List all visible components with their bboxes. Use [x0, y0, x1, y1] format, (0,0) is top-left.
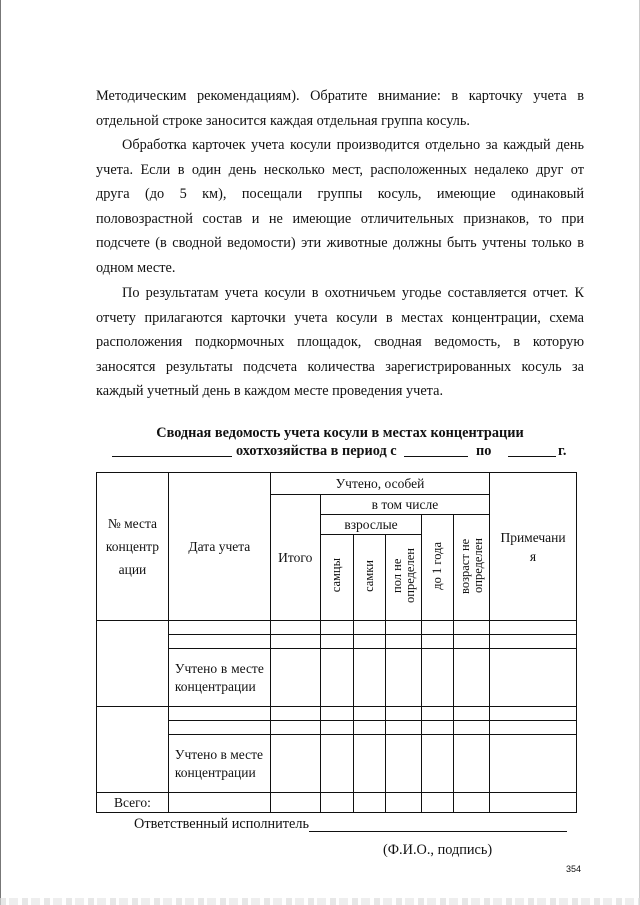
text-line: Обработка карточек учета косули производится отдельно за каждый день — [122, 137, 584, 153]
text-line: учета. Если в один день несколько мест, расположенных недалеко друг от — [96, 161, 584, 178]
date-to-blank — [508, 456, 556, 457]
header-sex-unknown: пол не определен — [386, 535, 422, 621]
header-date: Дата учета — [168, 473, 270, 621]
date-from-blank — [404, 456, 468, 457]
text-line: заносятся результаты подсчета количества зарегистрированных косуль за — [96, 358, 584, 375]
header-females: самки — [353, 535, 386, 621]
paragraph-3 — [96, 281, 584, 404]
text-line: расположения подкормочных площадок, сводная ведомость, в которую — [96, 334, 584, 351]
header-age-unknown: возраст не определен — [454, 515, 490, 621]
header-counted: Учтено, особей — [270, 473, 489, 495]
text-line: подсчете (в сводной ведомости) эти животные должны быть учтены только в — [96, 235, 584, 252]
to-label: по — [476, 443, 492, 459]
total-row — [97, 793, 577, 813]
table-row — [97, 649, 577, 707]
table-row — [97, 707, 577, 721]
scan-edge — [0, 898, 640, 905]
header-under1: до 1 года — [422, 515, 454, 621]
header-notes: Примечани я — [490, 473, 577, 621]
table-row — [97, 735, 577, 793]
table-row — [97, 621, 577, 635]
row-label: Учтено в месте концентрации — [168, 735, 270, 793]
table-row — [97, 721, 577, 735]
paragraph-2 — [96, 133, 584, 281]
text-line: По результатам учета косули в охотничьем угодье составляется отчет. К — [122, 285, 584, 301]
fio-caption: (Ф.И.О., подпись) — [383, 842, 493, 858]
total-label: Всего: — [97, 793, 169, 813]
table-row — [97, 635, 577, 649]
header-males: самцы — [320, 535, 353, 621]
farm-name-blank — [112, 456, 232, 457]
year-suffix: г. — [558, 443, 567, 459]
text-line: отчету прилагаются карточки учета косули в местах концентрации, схема — [96, 309, 584, 326]
text-line: отдельной строке заносится каждая отдельная группа косуль. — [96, 112, 470, 129]
paragraph-1 — [96, 84, 584, 133]
signature-blank — [309, 831, 567, 832]
row-label: Учтено в месте концентрации — [168, 649, 270, 707]
header-including: в том числе — [320, 495, 489, 515]
header-adults: взрослые — [320, 515, 422, 535]
text-line: одном месте. — [96, 259, 176, 276]
page-number: 354 — [566, 864, 582, 874]
text-line: половозрастной состав и не имеющие отличительных признаков, то при — [96, 210, 584, 227]
text-line: Методическим рекомендациям). Обратите внимание: в карточку учета в — [96, 88, 584, 104]
header-place: № места концентр ации — [97, 473, 169, 621]
text-line: каждый учетный день в каждом месте проведения учета. — [96, 383, 444, 400]
text-line: друга (до 5 км), посещали группы косуль, имеющие одинаковый — [96, 186, 584, 203]
header-total: Итого — [270, 495, 320, 621]
statement-title: Сводная ведомость учета косули в местах концентрации — [156, 425, 524, 441]
summary-table — [96, 472, 577, 813]
responsible-label: Ответственный исполнитель — [134, 816, 310, 832]
farm-label: охотхозяйства в период с — [236, 443, 397, 459]
